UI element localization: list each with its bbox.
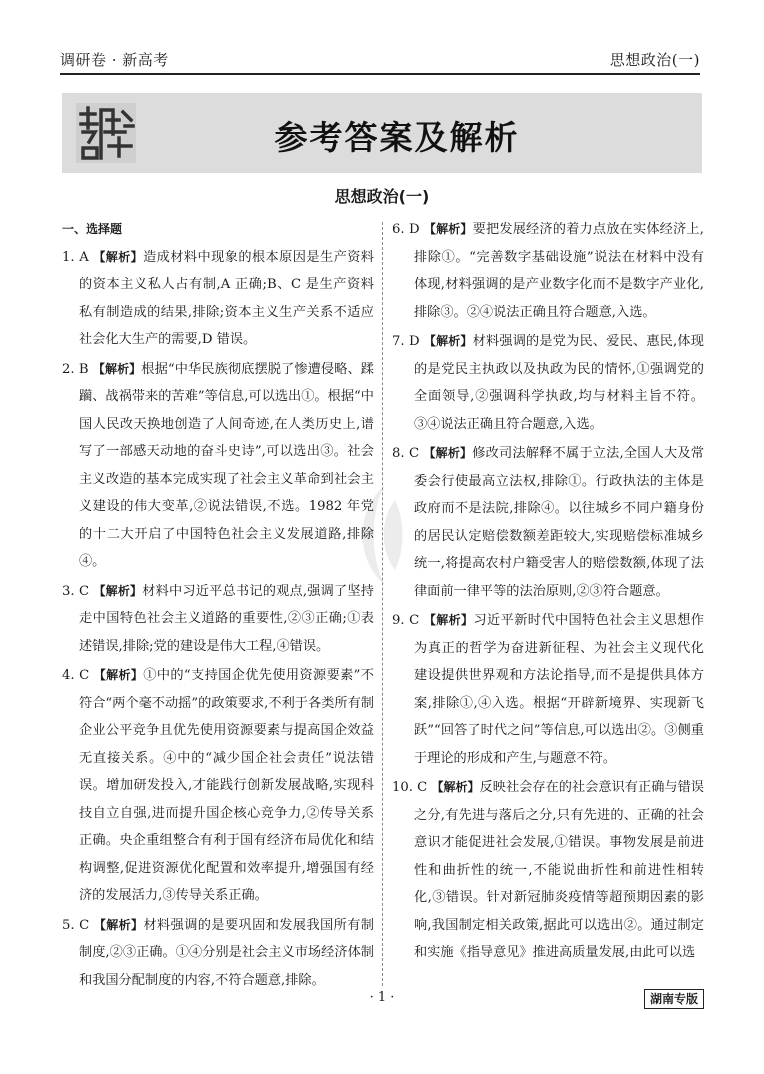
- answer-item: [62, 356, 374, 576]
- answers-left-column: [62, 216, 374, 996]
- answer-text: 造成材料中现象的根本原因是生产资料的资本主义私人占有制,A 正确;B、C 是生产资料私有制造成的结果,排除;资本主义生产关系不适应社会化大生产的需要,D 错误。: [79, 249, 374, 347]
- answer-number: 8. C: [392, 446, 420, 461]
- answer-item: [62, 578, 374, 661]
- answer-item: [62, 662, 374, 910]
- title-banner: [62, 93, 702, 173]
- answer-number: 6. D: [392, 222, 420, 237]
- header-left: 调研卷 · 新高考: [60, 51, 169, 69]
- analysis-tag: 【解析】: [423, 222, 473, 236]
- analysis-tag: 【解析】: [423, 334, 473, 348]
- header-right: 思想政治(一): [609, 51, 700, 69]
- answer-number: 10. C: [392, 780, 428, 795]
- answer-item: [392, 774, 704, 967]
- answer-text: 修改司法解释不属于立法,全国人大及常委会行使最高立法权,排除①。行政执法的主体是政府而不是法院,排除④。以往城乡不同户籍身份的居民认定赔偿数额差距较大,实现赔偿标准城乡统一,将提高农村户籍受害人的赔偿数额,体现了法律面前一律平等的法治原则,②③符合题意。: [414, 446, 704, 599]
- answer-text: 材料中习近平总书记的观点,强调了坚持走中国特色社会主义道路的重要性,②③正确;①表述错误,排除;党的建设是伟大工程,④错误。: [79, 583, 374, 654]
- analysis-tag: 【解析】: [93, 583, 143, 598]
- analysis-tag: 【解析】: [93, 668, 144, 682]
- answer-number: 5. C: [62, 917, 90, 933]
- analysis-tag: 【解析】: [431, 780, 480, 794]
- analysis-tag: 【解析】: [93, 249, 144, 264]
- header-rule: [60, 73, 700, 75]
- banner-title: 参考答案及解析: [274, 118, 520, 157]
- answer-item: [392, 440, 704, 605]
- right-answer-list: [392, 216, 704, 967]
- analysis-tag: 【解析】: [92, 361, 142, 376]
- analysis-tag: 【解析】: [93, 917, 144, 932]
- answer-item: [392, 607, 704, 772]
- answer-number: 7. D: [392, 334, 420, 349]
- answer-number: 9. C: [392, 613, 420, 628]
- section-title: 一、选择题: [62, 222, 123, 236]
- answer-text: 要把发展经济的着力点放在实体经济上,排除①。“完善数字基础设施”说法在材料中没有体现,材料强调的是产业数字化而不是数字产业化,排除③。②④说法正确且符合题意,入选。: [414, 222, 704, 320]
- answer-item: [392, 328, 704, 438]
- answer-item: [392, 216, 704, 326]
- answer-item: [62, 244, 374, 354]
- analysis-tag: 【解析】: [423, 446, 473, 460]
- answer-number: 3. C: [62, 583, 90, 599]
- page-number: · 1 ·: [369, 990, 395, 1005]
- answer-number: 4. C: [62, 668, 90, 683]
- answer-number: 2. B: [62, 361, 89, 377]
- answer-text: 材料强调的是要巩固和发展我国所有制制度,②③正确。①④分别是社会主义市场经济体制和我国分配制度的内容,不符合题意,排除。: [79, 917, 374, 988]
- answer-number: 1. A: [62, 249, 89, 265]
- edition-badge: 湖南专版: [644, 989, 704, 1009]
- analysis-tag: 【解析】: [423, 613, 474, 627]
- left-answer-list: [62, 244, 374, 995]
- answer-text: 根据“中华民族彻底摆脱了惨遭侵略、蹂躏、战祸带来的苦难”等信息,可以选出①。根据“中国人民改天换地创造了人间奇迹,在人类历史上,谱写了一部感天动地的奋斗史诗”,可以选出③。社会主义改造的基本完成实现了社会主义革命到社会主义建设的伟大变革,②说法错误,不选。1982 年党的十二大开启了中国特色社会主义发展道路,排除④。: [79, 361, 374, 569]
- answer-text: 材料强调的是党为民、爱民、惠民,体现的是党民主执政以及执政为民的情怀,①强调党的全面领导,②强调科学执政,均与材料主旨不符。③④说法正确且符合题意,入选。: [414, 334, 704, 432]
- answer-text: ①中的“支持国企优先使用资源要素”不符合“两个毫不动摇”的政策要求,不利于各类所有制企业公平竞争且优先使用资源要素与提高国企效益无直接关系。④中的“减少国企社会责任”说法错误。增加研发投入,才能践行创新发展战略,实现科技自立自强,进而提升国企核心竞争力,②传导关系正确。央企重组整合有利于国有经济布局优化和结构调整,促进资源优化配置和效率提升,增强国有经济的发展活力,③传导关系正确。: [79, 668, 374, 903]
- answer-text: 反映社会存在的社会意识有正确与错误之分,有先进与落后之分,只有先进的、正确的社会意识才能促进社会发展,①错误。事物发展是前进性和曲折性的统一,不能说曲折性和前进性相转化,③错误。针对新冠肺炎疫情等超预期因素的影响,我国制定相关政策,据此可以选出②。通过制定和实施《指导意见》推进高质量发展,由此可以选: [414, 780, 704, 960]
- answers-right-column: [392, 216, 704, 969]
- answer-text: 习近平新时代中国特色社会主义思想作为真正的哲学为奋进新征程、为社会主义现代化建设提供世界观和方法论指导,而不是提供具体方案,排除①,④入选。根据“开辟新境界、实现新飞跃”“回答了时代之问”等信息,可以选出②。③侧重于理论的形成和产生,与题意不符。: [414, 613, 704, 766]
- subject-title: 思想政治(一): [334, 187, 430, 206]
- column-divider: [382, 222, 383, 986]
- answer-item: [62, 912, 374, 995]
